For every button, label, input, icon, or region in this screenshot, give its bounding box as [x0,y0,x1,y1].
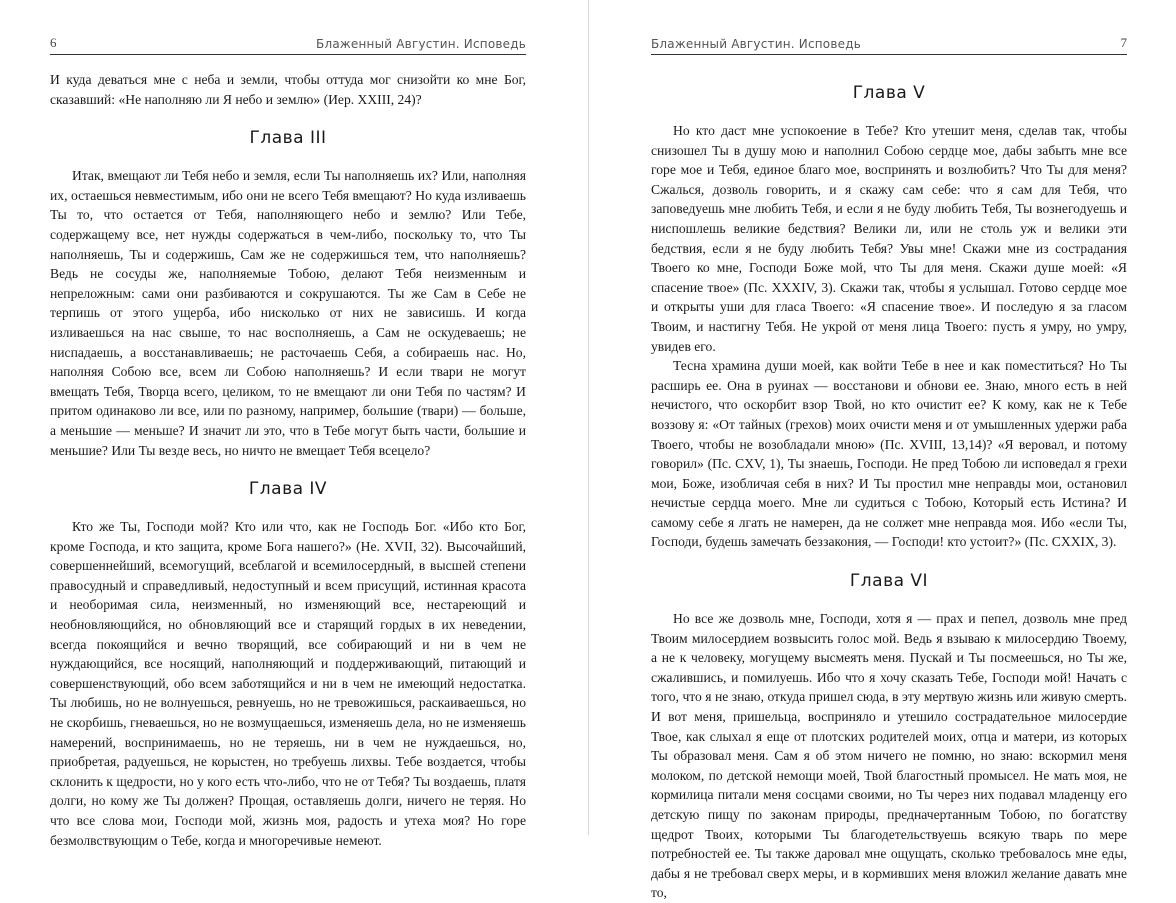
running-title: Блаженный Августин. Исповедь [316,37,526,51]
opening-paragraph: И куда деваться мне с неба и земли, чтобы оттуда мог снизойти ко мне Бог, сказавший: «Не наполняю ли Я небо и землю» (Иер. XXIII, 24)? [50,72,526,107]
page-gutter [588,0,589,835]
chapter-6-paragraph: Но все же дозволь мне, Господи, хотя я — прах и пепел, дозволь мне пред Твоим милосердием возвысить голос мой. Ведь я взываю к милосердию Твоему, а не к человеку, могущему высмеять меня. Пускай и Ты посмеешься, но Ты же, сжалившись, и помилуешь. Ибо что я хочу сказать Тебе, Господи мой! Начать с того, что я не знаю, откуда пришел сюда, в эту мертвую жизнь или живую смерть. И вот меня, пришельца, восприняло и утешило сострадательное милосердие Твое, как слыхал я еще от плотских родителей моих, отца и матери, из которых Ты образовал меня. Сам я об этом ничего не помню, но знаю: вскормил меня молоком, по детской немощи моей, Твой благостный промысел. Не мать моя, не кормилица питали меня сосцами своими, но Ты через них подавал младенцу его детскую пищу по законам природы, предначертанным Тобою, по богатству щедрот Твоих, которыми Ты благодетельствуешь всякую тварь по мере потребностей ее. Ты также даровал мне ощущать, сколько требовалось мне еды, дабы я не требовал сверх меры, и в кормивших меня вложил желание давать мне то, [651,611,1127,901]
page-number: 7 [1120,35,1127,50]
chapter-4-paragraph: Кто же Ты, Господи мой? Кто или что, как не Господь Бог. «Ибо кто Бог, кроме Господа, и кто защита, кроме Бога нашего?» (Нe. XVII, 32). Высочайший, совершеннейший, всемогущий, всеблагой и всемилосердный, в высшей степени правосудный и справедливый, недоступный и всем присущий, истинная красота и необоримая сила, неизменный, но изменяющий все, нестареющий и необновляющийся, но обновляющий все и старящий гордых в их неведении, всегда покоящийся и вечно творящий, все собирающий и ни в чем не нуждающийся, все носящий, наполняющий и поддерживающий, питающий и совершенствующий, обо всем заботящийся и ни в чем не имеющий недостатка. Ты любишь, но не волнуешься, ревнуешь, но не тревожишься, раскаиваешься, но не скорбишь, гневаешься, но не возмущаешься, изменяешь дела, но не изменяешь намерений, воспринимаешь, но не теряешь, ни в чем не нуждаешься, но, приобретая, радуешься, не корыстен, но требуешь лихвы. Тебе воздается, чтобы склонить к щедрости, но у кого есть что-либо, что не от Тебя? Ты воздаешь, платя долги, но кому же Ты должен? Прощая, оставляешь долги, ничего не теряя. Но что все слова мои, Господи мой, жизнь моя, радость и утеха моя? Но горе безмолвствующим о Тебе, когда и многоречивые немеют. [50,519,526,848]
chapter-4-heading: Глава IV [248,479,328,500]
chapter-3-paragraph: Итак, вмещают ли Тебя небо и земля, если Ты наполняешь их? Или, наполняя их, остаешься невместимым, ибо они не всего Тебя вмещают? Но куда изливаешь Ты то, что остается от Тебя, наполняющего небо и землю? Или Тебе, содержащему все, нет нужды содержаться в чем-либо, поскольку то, что Ты наполняешь, Ты и содержишь, Сам же не содержишься тем, что наполняешь? Ведь не сосуды же, наполняемые Тобою, делают Тебя неизменным и непреложным: сами они разбиваются и сокрушаются. Ты же Сам в Себе не терпишь от этого ущерба, ибо нисколько от них не зависишь. И когда изливаешься на нас свыше, то нас восполняешь, а Сам не оскудеваешь; не ниспадаешь, а восстанавливаешь; не расточаешь Себя, а собираешь нас. Но, наполняя Собою все, всем ли Собою наполняешь? И если твари не могут вмещать Тебя, Творца всего, целиком, то не вмещают ли они Тебя по частям? И притом одинаково ли все, или по разному, например, большие (твари) — больше, а меньшие — меньше? И значит ли это, что в Тебе могут быть части, большие и меньшие? Или Ты везде весь, но ничто не вмещает Тебя всецело? [50,168,526,458]
right-page-body [651,82,1127,903]
left-page [50,0,526,848]
chapter-3-heading: Глава III [249,128,327,149]
left-page-header [50,36,526,55]
right-page [651,0,1127,901]
page-number: 6 [50,35,57,50]
chapter-5-paragraph-1: Но кто даст мне успокоение в Тебе? Кто утешит меня, сделав так, чтобы снизошел Ты в душу мою и наполнил Собою сердце мое, дабы забыть мне все горе мое и Тебя, единое благо мое, воспринять и возлюбить? Что Ты для меня? Сжалься, дозволь говорить, и я скажу сам себе: что я сам для Тебя, что заповедуешь мне любить Тебя, и если я не буду любить Тебя, Ты вознегодуешь и ниспошлешь великие бедствия? Велики ли, или не столь уж и велики эти бедствия, если я не буду любить Тебя? Увы мне! Скажи мне из сострадания Твоего ко мне, Господи Боже мой, что Ты для меня. Скажи душе моей: «Я спасение твое» (Пс. XXXIV, 3). Скажи так, чтобы я услышал. Готово сердце мое и открыты уши для гласа Твоего: «Я спасение твое». И последую я за гласом Твоим, и настигну Тебя. Не укрой от меня лица Твоего: пусть я умру, но умру, увидев его. [651,123,1127,354]
chapter-5-heading: Глава V [852,83,926,103]
right-page-header [651,36,1127,55]
chapter-6-heading: Глава VI [849,571,929,592]
running-title: Блаженный Августин. Исповедь [651,37,861,51]
left-page-body [50,70,526,850]
chapter-5-paragraph-2: Тесна храмина души моей, как войти Тебе в нее и как поместиться? Но Ты расширь ее. Она в руинах — восстанови и обнови ее. Знаю, много есть в ней нечистого, что оскорбит взор Твой, но кто очистит ее? К кому, как не к Тебе воззову я: «От тайных (грехов) моих очисти меня и от умышленных удержи раба Твоего, чтобы не возобладали мною» (Пс. XVIII, 13,14)? «Я веровал, и потому говорил» (Пс. CXV, 1), Ты знаешь, Господи. Не пред Тобою ли исповедал я грехи мои, Боже, изобличая себя в них? И Ты простил мне неправды мои, остановил нечистые сердца моего. Мне ли судиться с Тобою, Который есть Истина? И самому себе я лгать не намерен, да не солжет мне неправда моя. Ибо «если Ты, Господи, будешь замечать беззакония, — Господи! кто устоит?» (Пс. CXXIX, 3). [651,358,1127,550]
